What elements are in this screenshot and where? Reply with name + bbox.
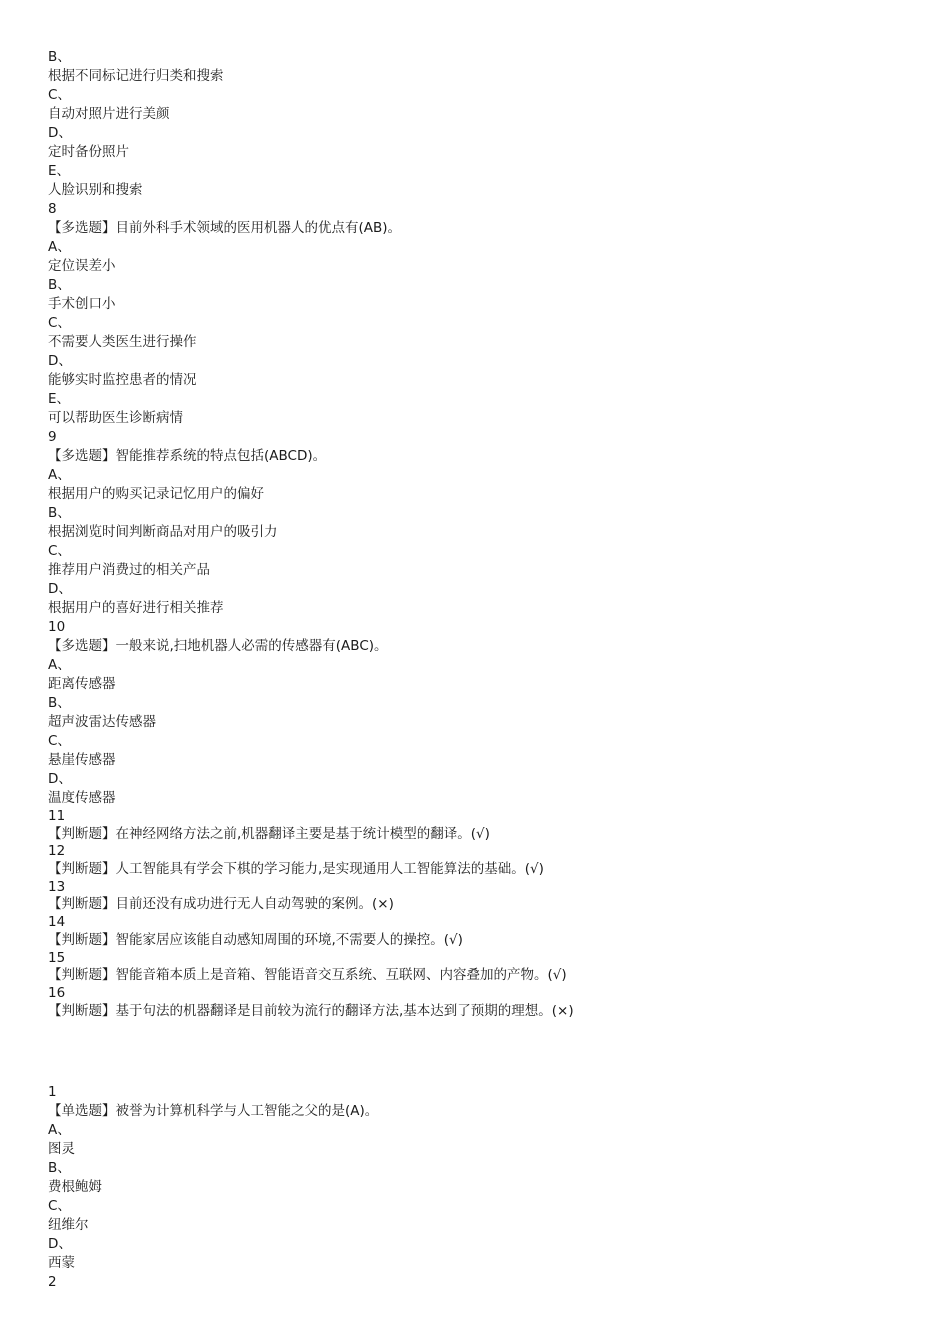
option-letter: A、 — [48, 657, 71, 673]
option-text: 距离传感器 — [48, 676, 116, 692]
question-stem: 【判断题】智能音箱本质上是音箱、智能语音交互系统、互联网、内容叠加的产物。(√) — [48, 967, 567, 984]
option-text: 根据用户的购买记录记忆用户的偏好 — [48, 486, 264, 502]
question-number: 16 — [48, 984, 66, 1001]
option-text: 费根鲍姆 — [48, 1179, 102, 1196]
option-letter: C、 — [48, 1198, 71, 1215]
option-letter: E、 — [48, 391, 71, 407]
question-number: 2 — [48, 1274, 57, 1291]
option-letter: D、 — [48, 1236, 72, 1253]
option-letter: D、 — [48, 125, 72, 141]
question-number: 8 — [48, 201, 57, 217]
option-text: 根据不同标记进行归类和搜索 — [48, 68, 224, 84]
option-letter: A、 — [48, 1122, 71, 1139]
question-7-tail — [48, 48, 908, 200]
option-text: 图灵 — [48, 1141, 75, 1158]
question-number: 12 — [48, 843, 66, 860]
judgment-questions — [48, 808, 908, 1020]
option-text: 温度传感器 — [48, 790, 116, 806]
question-number: 10 — [48, 619, 66, 635]
question-number: 1 — [48, 1084, 57, 1101]
option-text: 自动对照片进行美颜 — [48, 106, 170, 122]
question-stem: 【判断题】智能家居应该能自动感知周围的环境,不需要人的操控。(√) — [48, 931, 463, 948]
question-number: 15 — [48, 949, 66, 966]
option-letter: B、 — [48, 505, 71, 521]
question-number: 11 — [48, 808, 66, 824]
question-9 — [48, 428, 908, 618]
section-gap — [48, 1020, 908, 1083]
question-stem: 【判断题】目前还没有成功进行无人自动驾驶的案例。(×) — [48, 896, 394, 913]
question-stem: 【多选题】智能推荐系统的特点包括(ABCD)。 — [48, 448, 327, 464]
question-stem: 【判断题】在神经网络方法之前,机器翻译主要是基于统计模型的翻译。(√) — [48, 825, 490, 842]
question-stem: 【判断题】基于句法的机器翻译是目前较为流行的翻译方法,基本达到了预期的理想。(×) — [48, 1002, 574, 1019]
option-text: 推荐用户消费过的相关产品 — [48, 562, 210, 578]
question-stem: 【多选题】一般来说,扫地机器人必需的传感器有(ABC)。 — [48, 638, 388, 654]
question-8 — [48, 200, 908, 428]
option-text: 根据浏览时间判断商品对用户的吸引力 — [48, 524, 278, 540]
option-letter: E、 — [48, 163, 71, 179]
option-text: 可以帮助医生诊断病情 — [48, 410, 183, 426]
option-letter: B、 — [48, 1160, 71, 1177]
option-text: 手术创口小 — [48, 296, 116, 312]
option-text: 定时备份照片 — [48, 144, 129, 160]
option-text: 定位误差小 — [48, 258, 116, 274]
question-stem: 【多选题】目前外科手术领域的医用机器人的优点有(AB)。 — [48, 220, 402, 236]
question-number: 9 — [48, 429, 57, 445]
option-text: 能够实时监控患者的情况 — [48, 372, 197, 388]
option-letter: B、 — [48, 277, 71, 293]
option-text: 超声波雷达传感器 — [48, 714, 156, 730]
option-text: 根据用户的喜好进行相关推荐 — [48, 600, 224, 616]
option-letter: B、 — [48, 695, 71, 711]
question-stem: 【判断题】人工智能具有学会下棋的学习能力,是实现通用人工智能算法的基础。(√) — [48, 861, 544, 878]
document-page — [48, 48, 908, 1292]
option-letter: A、 — [48, 239, 71, 255]
option-letter: C、 — [48, 87, 71, 103]
option-text: 西蒙 — [48, 1255, 75, 1272]
option-text: 纽维尔 — [48, 1217, 89, 1234]
option-letter: D、 — [48, 581, 72, 597]
question-stem: 【单选题】被誉为计算机科学与人工智能之父的是(A)。 — [48, 1103, 379, 1120]
option-letter: D、 — [48, 771, 72, 787]
option-letter: C、 — [48, 315, 71, 331]
question-1 — [48, 1083, 908, 1273]
option-letter: B、 — [48, 49, 71, 65]
question-number: 13 — [48, 878, 66, 895]
option-letter: A、 — [48, 467, 71, 483]
question-10 — [48, 618, 908, 808]
question-number: 14 — [48, 914, 66, 931]
question-2 — [48, 1273, 908, 1292]
option-text: 不需要人类医生进行操作 — [48, 334, 197, 350]
option-letter: D、 — [48, 353, 72, 369]
option-letter: C、 — [48, 543, 71, 559]
option-letter: C、 — [48, 733, 71, 749]
option-text: 悬崖传感器 — [48, 752, 116, 768]
option-text: 人脸识别和搜索 — [48, 182, 143, 198]
